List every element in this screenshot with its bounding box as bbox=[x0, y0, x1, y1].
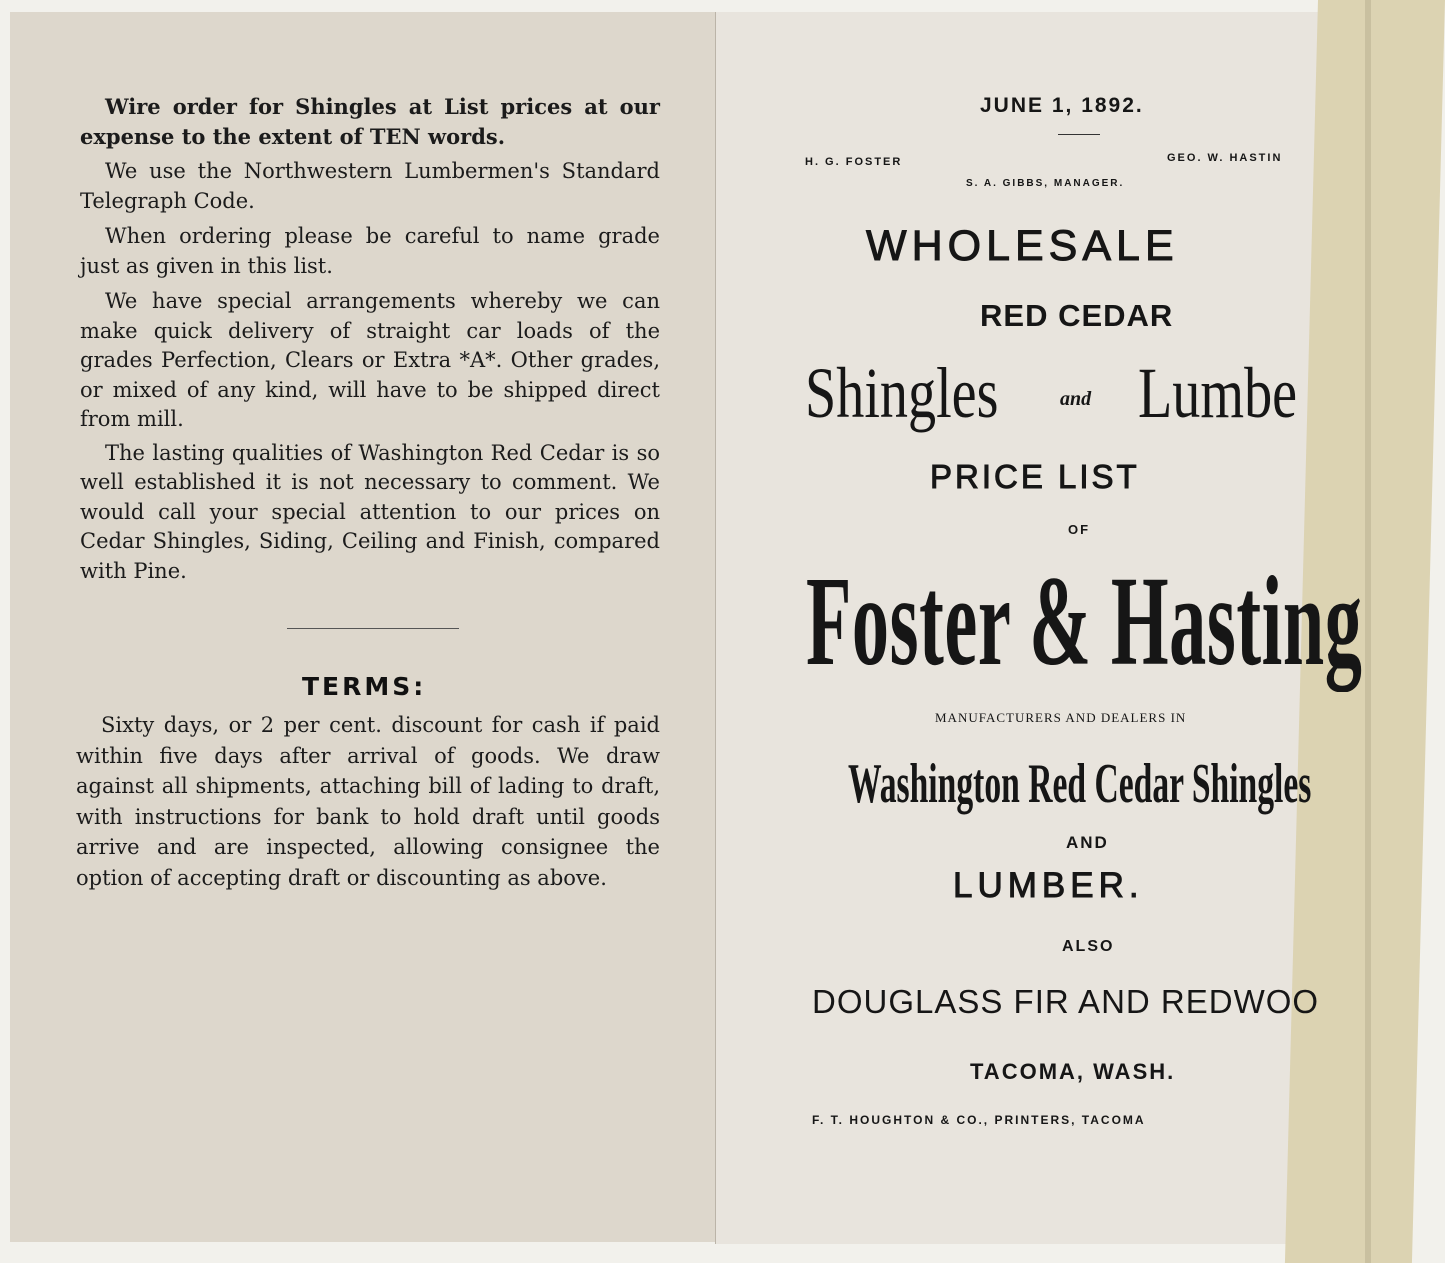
product-line: Washington Red Cedar Shingles bbox=[848, 753, 1312, 815]
paragraph-qualities: The lasting qualities of Washington Red Cedar is so well established it is not necessary to comment. We would call your special attention to our prices on Cedar Shingles, Siding, Ceiling and Finish, compared with Pine. bbox=[80, 440, 660, 583]
company-name: Foster & Hasting bbox=[806, 550, 1363, 692]
manager: S. A. GIBBS, MANAGER. bbox=[966, 178, 1125, 189]
terms-heading: TERMS: bbox=[302, 672, 427, 701]
date: JUNE 1, 1892. bbox=[980, 94, 1144, 117]
paragraph-ordering: When ordering please be careful to name grade just as given in this list. bbox=[80, 224, 660, 278]
paragraph-delivery: We have special arrangements whereby we can make quick delivery of straight car loads of the grades Perfection, Clears or Extra *A*. Other grades, or mixed of any kind, will have to be shipped direct from mill. bbox=[80, 289, 660, 431]
secondary-products: DOUGLASS FIR AND REDWOO bbox=[812, 983, 1320, 1020]
terms-block bbox=[76, 710, 660, 893]
tape-edge bbox=[1365, 0, 1371, 1263]
location: TACOMA, WASH. bbox=[970, 1059, 1176, 1084]
paragraph-telegraph-code: We use the Northwestern Lumbermen's Standard Telegraph Code. bbox=[80, 159, 660, 213]
partner-left: H. G. FOSTER bbox=[805, 156, 903, 168]
red-cedar-heading: RED CEDAR bbox=[980, 298, 1174, 333]
also-label: ALSO bbox=[1062, 938, 1115, 955]
terms-text: Sixty days, or 2 per cent. discount for cash if paid within five days after arrival of goods. We draw against all shipments, attaching bill of lading to draft, with instructions for bank to hold draft until goods arrive and are inspected, allowing consignee the option of accepting draft or discounting as above. bbox=[76, 713, 660, 890]
wholesale-heading: WHOLESALE bbox=[866, 222, 1179, 270]
date-rule bbox=[1058, 134, 1100, 135]
manufacturers-line: MANUFACTURERS AND DEALERS IN bbox=[935, 710, 1187, 725]
telegraph-notice: Wire order for Shingles at List prices at our expense to the extent of TEN words. bbox=[80, 94, 660, 149]
price-list-heading: PRICE LIST bbox=[930, 458, 1140, 495]
divider bbox=[287, 628, 459, 629]
lumber-heading: LUMBER. bbox=[953, 866, 1144, 905]
left-text-block bbox=[80, 92, 660, 586]
lumber-word-partial: Lumbe bbox=[1138, 353, 1298, 433]
shingles-word: Shingles bbox=[805, 353, 999, 433]
printer-credit: F. T. HOUGHTON & CO., PRINTERS, TACOMA bbox=[812, 1113, 1146, 1127]
and-label: AND bbox=[1066, 833, 1109, 852]
and-ornament: and bbox=[1060, 388, 1092, 410]
of-label: OF bbox=[1068, 522, 1091, 537]
partner-right: GEO. W. HASTIN bbox=[1167, 152, 1283, 164]
